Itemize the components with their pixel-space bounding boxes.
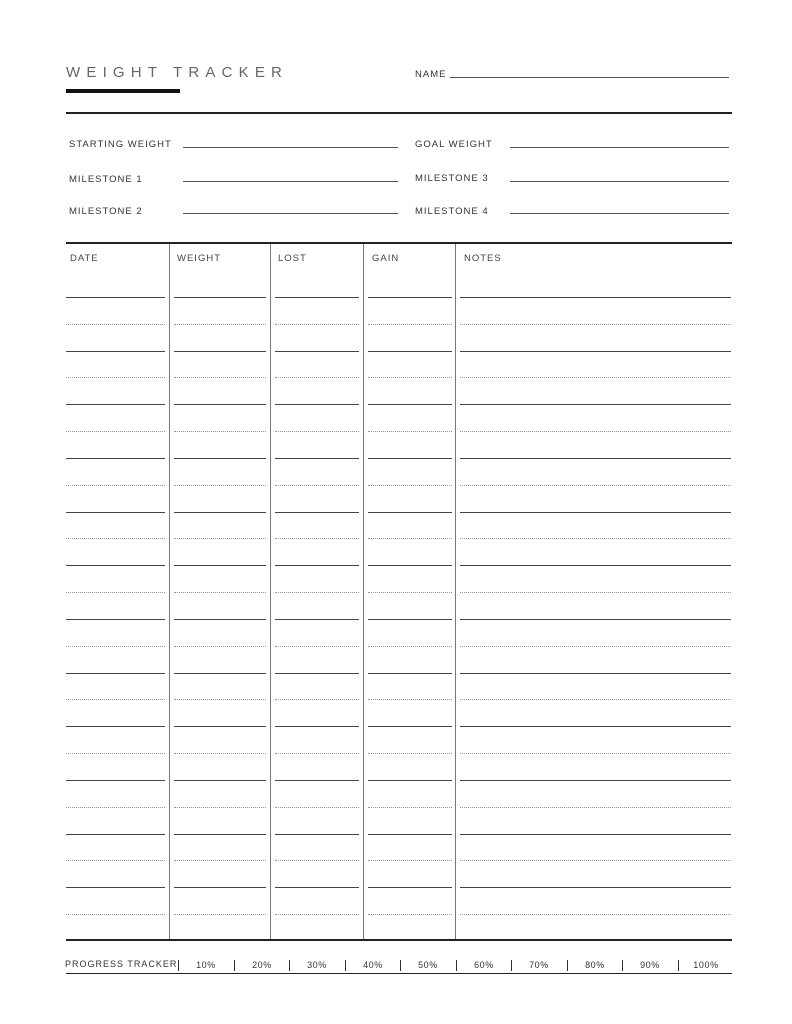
table-cell-line[interactable] xyxy=(460,673,731,674)
table-cell-line[interactable] xyxy=(368,619,452,620)
table-cell-line[interactable] xyxy=(174,404,266,405)
table-cell-line[interactable] xyxy=(275,780,359,781)
progress-tick xyxy=(178,960,179,971)
progress-tick xyxy=(456,960,457,971)
table-cell-line[interactable] xyxy=(460,512,731,513)
table-cell-line[interactable] xyxy=(368,512,452,513)
progress-step[interactable]: 100% xyxy=(693,960,719,970)
table-cell-line[interactable] xyxy=(174,699,266,700)
table-cell-line[interactable] xyxy=(460,592,731,593)
table-cell-line[interactable] xyxy=(460,377,731,378)
table-cell-line[interactable] xyxy=(174,619,266,620)
table-cell-line[interactable] xyxy=(275,699,359,700)
table-cell-line[interactable] xyxy=(66,780,165,781)
milestone-4-label: MILESTONE 4 xyxy=(415,206,489,217)
table-cell-line[interactable] xyxy=(275,431,359,432)
table-cell-line[interactable] xyxy=(66,431,165,432)
table-cell-line[interactable] xyxy=(174,887,266,888)
table-cell-line[interactable] xyxy=(460,538,731,539)
progress-tracker-label: PROGRESS TRACKER xyxy=(65,959,178,969)
milestone-3-field[interactable] xyxy=(510,181,729,182)
table-cell-line[interactable] xyxy=(275,297,359,298)
table-cell-line[interactable] xyxy=(368,699,452,700)
progress-tick xyxy=(234,960,235,971)
table-cell-line[interactable] xyxy=(66,297,165,298)
table-cell-line[interactable] xyxy=(368,592,452,593)
table-cell-line[interactable] xyxy=(174,914,266,915)
column-header-weight: WEIGHT xyxy=(177,253,221,264)
table-cell-line[interactable] xyxy=(174,431,266,432)
table-cell-line[interactable] xyxy=(368,324,452,325)
table-cell-line[interactable] xyxy=(368,834,452,835)
progress-step[interactable]: 10% xyxy=(196,960,216,970)
table-cell-line[interactable] xyxy=(275,512,359,513)
table-cell-line[interactable] xyxy=(174,512,266,513)
table-cell-line[interactable] xyxy=(460,780,731,781)
table-cell-line[interactable] xyxy=(66,887,165,888)
column-divider xyxy=(169,244,170,939)
table-cell-line[interactable] xyxy=(368,726,452,727)
table-cell-line[interactable] xyxy=(368,351,452,352)
table-cell-line[interactable] xyxy=(368,377,452,378)
table-cell-line[interactable] xyxy=(460,699,731,700)
table-cell-line[interactable] xyxy=(66,699,165,700)
table-cell-line[interactable] xyxy=(66,807,165,808)
table-cell-line[interactable] xyxy=(174,538,266,539)
table-cell-line[interactable] xyxy=(460,565,731,566)
table-cell-line[interactable] xyxy=(368,860,452,861)
header-divider xyxy=(66,112,732,114)
table-cell-line[interactable] xyxy=(66,726,165,727)
table-cell-line[interactable] xyxy=(275,538,359,539)
table-cell-line[interactable] xyxy=(174,324,266,325)
table-cell-line[interactable] xyxy=(368,404,452,405)
milestone-1-label: MILESTONE 1 xyxy=(69,174,143,185)
table-cell-line[interactable] xyxy=(275,887,359,888)
starting-weight-label: STARTING WEIGHT xyxy=(69,139,172,150)
table-cell-line[interactable] xyxy=(368,646,452,647)
table-cell-line[interactable] xyxy=(460,485,731,486)
table-cell-line[interactable] xyxy=(275,726,359,727)
table-cell-line[interactable] xyxy=(460,646,731,647)
table-cell-line[interactable] xyxy=(66,538,165,539)
table-cell-line[interactable] xyxy=(275,807,359,808)
table-cell-line[interactable] xyxy=(174,592,266,593)
table-cell-line[interactable] xyxy=(66,834,165,835)
table-cell-line[interactable] xyxy=(275,914,359,915)
progress-step[interactable]: 50% xyxy=(418,960,438,970)
progress-step[interactable]: 40% xyxy=(363,960,383,970)
table-cell-line[interactable] xyxy=(460,351,731,352)
table-cell-line[interactable] xyxy=(275,485,359,486)
progress-tick xyxy=(289,960,290,971)
table-cell-line[interactable] xyxy=(275,565,359,566)
table-cell-line[interactable] xyxy=(174,351,266,352)
table-cell-line[interactable] xyxy=(275,860,359,861)
goal-weight-label: GOAL WEIGHT xyxy=(415,139,493,150)
column-divider xyxy=(363,244,364,939)
milestone-2-field[interactable] xyxy=(183,213,398,214)
table-cell-line[interactable] xyxy=(275,753,359,754)
starting-weight-field[interactable] xyxy=(183,147,398,148)
milestone-2-label: MILESTONE 2 xyxy=(69,206,143,217)
table-bottom-divider xyxy=(66,939,732,941)
column-divider xyxy=(270,244,271,939)
progress-tick xyxy=(622,960,623,971)
page-title: WEIGHT TRACKER xyxy=(66,64,289,81)
column-header-notes: NOTES xyxy=(464,253,502,264)
table-cell-line[interactable] xyxy=(174,860,266,861)
table-cell-line[interactable] xyxy=(275,404,359,405)
table-cell-line[interactable] xyxy=(460,619,731,620)
table-cell-line[interactable] xyxy=(275,646,359,647)
table-cell-line[interactable] xyxy=(460,324,731,325)
milestone-4-field[interactable] xyxy=(510,213,729,214)
progress-step[interactable]: 90% xyxy=(640,960,660,970)
table-cell-line[interactable] xyxy=(275,673,359,674)
progress-tick xyxy=(345,960,346,971)
table-cell-line[interactable] xyxy=(275,324,359,325)
table-cell-line[interactable] xyxy=(66,673,165,674)
progress-step[interactable]: 80% xyxy=(585,960,605,970)
name-field[interactable] xyxy=(450,77,729,78)
table-cell-line[interactable] xyxy=(460,726,731,727)
table-cell-line[interactable] xyxy=(368,431,452,432)
table-cell-line[interactable] xyxy=(174,377,266,378)
table-cell-line[interactable] xyxy=(460,860,731,861)
milestone-3-label: MILESTONE 3 xyxy=(415,173,489,184)
table-cell-line[interactable] xyxy=(66,914,165,915)
progress-tick xyxy=(678,960,679,971)
table-cell-line[interactable] xyxy=(174,565,266,566)
table-cell-line[interactable] xyxy=(174,807,266,808)
table-cell-line[interactable] xyxy=(275,377,359,378)
table-cell-line[interactable] xyxy=(368,887,452,888)
table-cell-line[interactable] xyxy=(66,619,165,620)
table-cell-line[interactable] xyxy=(174,485,266,486)
table-cell-line[interactable] xyxy=(66,324,165,325)
title-underline-bar xyxy=(66,89,180,93)
table-cell-line[interactable] xyxy=(66,485,165,486)
table-cell-line[interactable] xyxy=(66,404,165,405)
table-cell-line[interactable] xyxy=(460,807,731,808)
table-top-divider xyxy=(66,242,732,244)
table-cell-line[interactable] xyxy=(275,592,359,593)
table-cell-line[interactable] xyxy=(460,834,731,835)
progress-tick xyxy=(511,960,512,971)
column-header-lost: LOST xyxy=(278,253,307,264)
table-cell-line[interactable] xyxy=(368,673,452,674)
table-cell-line[interactable] xyxy=(174,673,266,674)
table-cell-line[interactable] xyxy=(174,646,266,647)
table-cell-line[interactable] xyxy=(66,592,165,593)
table-cell-line[interactable] xyxy=(368,914,452,915)
table-cell-line[interactable] xyxy=(66,565,165,566)
milestone-1-field[interactable] xyxy=(183,181,398,182)
table-cell-line[interactable] xyxy=(174,297,266,298)
progress-step[interactable]: 70% xyxy=(529,960,549,970)
table-cell-line[interactable] xyxy=(368,780,452,781)
table-cell-line[interactable] xyxy=(275,834,359,835)
table-cell-line[interactable] xyxy=(460,887,731,888)
progress-step[interactable]: 30% xyxy=(307,960,327,970)
table-cell-line[interactable] xyxy=(66,377,165,378)
table-cell-line[interactable] xyxy=(368,297,452,298)
table-cell-line[interactable] xyxy=(460,297,731,298)
table-cell-line[interactable] xyxy=(368,458,452,459)
progress-step[interactable]: 20% xyxy=(252,960,272,970)
progress-tick xyxy=(400,960,401,971)
table-cell-line[interactable] xyxy=(368,753,452,754)
goal-weight-field[interactable] xyxy=(510,147,729,148)
table-cell-line[interactable] xyxy=(368,807,452,808)
name-label: NAME xyxy=(415,69,447,80)
table-cell-line[interactable] xyxy=(460,458,731,459)
table-cell-line[interactable] xyxy=(460,404,731,405)
table-cell-line[interactable] xyxy=(460,431,731,432)
table-cell-line[interactable] xyxy=(460,914,731,915)
table-cell-line[interactable] xyxy=(275,458,359,459)
table-cell-line[interactable] xyxy=(66,860,165,861)
table-cell-line[interactable] xyxy=(174,726,266,727)
progress-tracker-baseline xyxy=(66,973,732,974)
table-cell-line[interactable] xyxy=(174,753,266,754)
progress-step[interactable]: 60% xyxy=(474,960,494,970)
progress-tick xyxy=(567,960,568,971)
table-cell-line[interactable] xyxy=(66,512,165,513)
table-cell-line[interactable] xyxy=(275,351,359,352)
column-divider xyxy=(455,244,456,939)
table-cell-line[interactable] xyxy=(275,619,359,620)
table-cell-line[interactable] xyxy=(174,780,266,781)
table-cell-line[interactable] xyxy=(66,646,165,647)
table-cell-line[interactable] xyxy=(368,485,452,486)
table-cell-line[interactable] xyxy=(174,834,266,835)
table-cell-line[interactable] xyxy=(368,565,452,566)
table-cell-line[interactable] xyxy=(174,458,266,459)
column-header-date: DATE xyxy=(70,253,99,264)
table-cell-line[interactable] xyxy=(66,458,165,459)
table-cell-line[interactable] xyxy=(66,351,165,352)
table-cell-line[interactable] xyxy=(368,538,452,539)
column-header-gain: GAIN xyxy=(372,253,400,264)
table-cell-line[interactable] xyxy=(66,753,165,754)
table-cell-line[interactable] xyxy=(460,753,731,754)
